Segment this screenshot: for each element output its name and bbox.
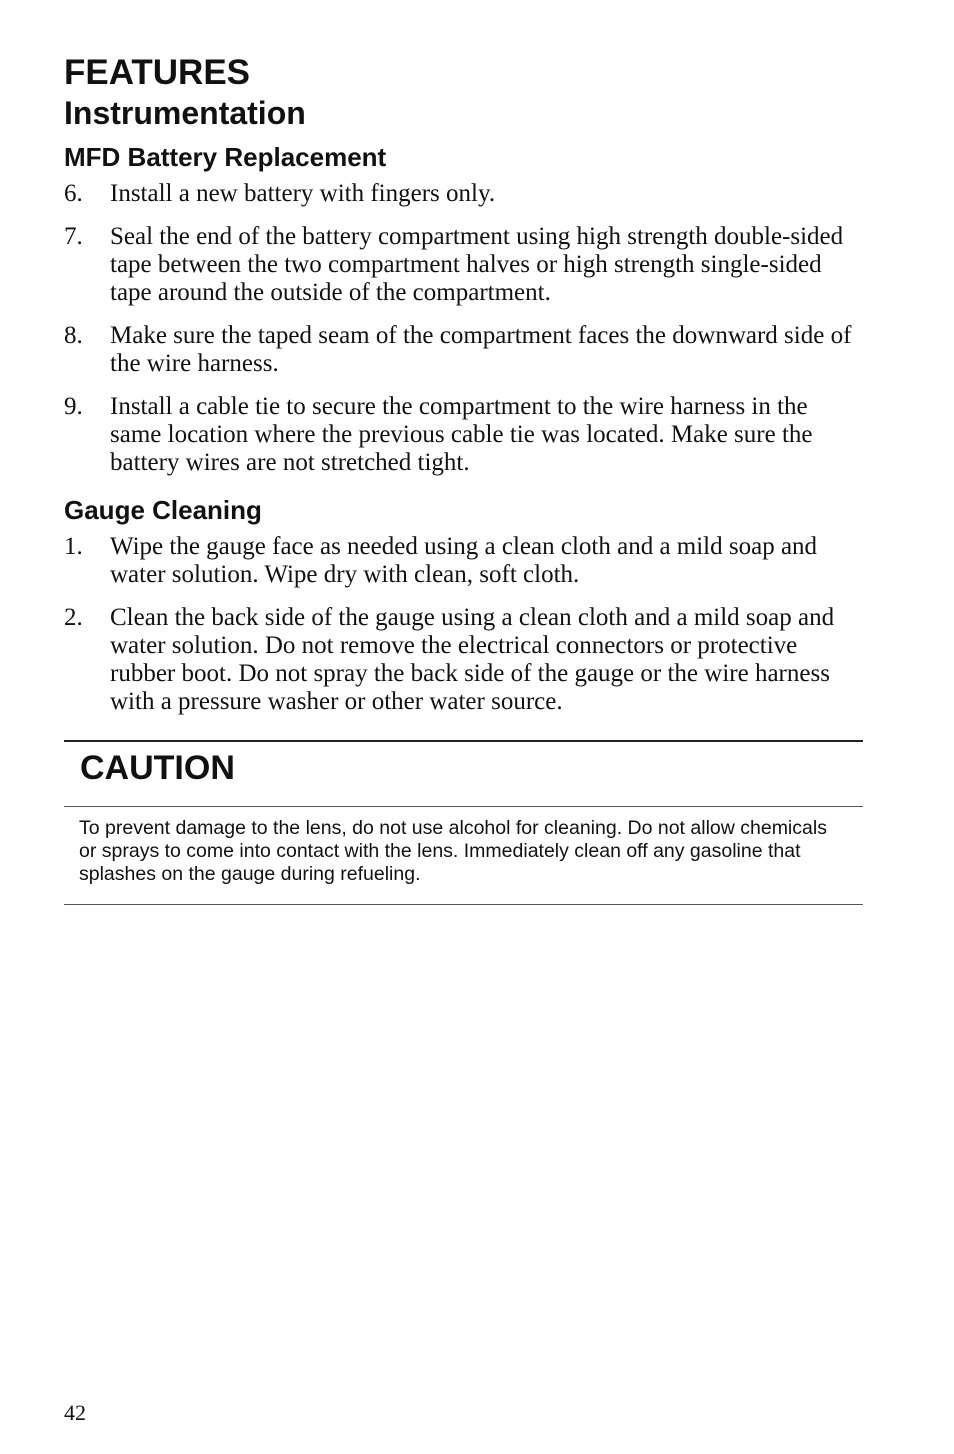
step-number: 1. (64, 533, 83, 560)
step-number: 6. (64, 180, 83, 207)
list-item (64, 180, 864, 208)
page-number: 42 (64, 1400, 86, 1425)
step-text: Install a cable tie to secure the compartment to the wire harness in the same location where the previous cable tie was located. Make sure the battery wires are not stretched tight. (110, 393, 813, 476)
step-number: 9. (64, 393, 83, 420)
caution-text: To prevent damage to the lens, do not use alcohol for cleaning. Do not allow chemicals or sprays to come into contact with the lens. Immediately clean off any gasoline that splashes on the gauge during refueling. (79, 817, 827, 885)
subsection-title: Instrumentation (64, 95, 306, 131)
section-title: FEATURES (64, 53, 251, 92)
caution-box (64, 740, 863, 905)
gauge-cleaning-heading: Gauge Cleaning (64, 495, 262, 525)
step-number: 8. (64, 322, 83, 349)
list-item (64, 393, 864, 477)
list-item (64, 604, 864, 716)
step-number: 2. (64, 604, 83, 631)
cleaning-steps (64, 533, 864, 716)
step-text: Seal the end of the battery compartment using high strength double-sided tape between the two compartment halves or high strength single-sided tape around the outside of the compartment. (110, 223, 844, 306)
step-text: Wipe the gauge face as needed using a clean cloth and a mild soap and water solution. Wipe dry with clean, soft cloth. (110, 533, 818, 588)
manual-page (64, 52, 864, 905)
list-item (64, 223, 864, 307)
step-text: Make sure the taped seam of the compartment faces the downward side of the wire harness. (110, 322, 852, 377)
battery-heading: MFD Battery Replacement (64, 142, 387, 172)
step-text: Clean the back side of the gauge using a clean cloth and a mild soap and water solution. Do not remove the electrical connectors or protective rubber boot. Do not spray the back side of the gauge or the wire harness with a pressure washer or other water source. (110, 604, 835, 715)
list-item (64, 322, 864, 378)
step-number: 7. (64, 223, 83, 250)
caution-title: CAUTION (64, 742, 863, 807)
step-text: Install a new battery with fingers only. (110, 180, 496, 207)
battery-steps (64, 180, 864, 477)
list-item (64, 533, 864, 589)
